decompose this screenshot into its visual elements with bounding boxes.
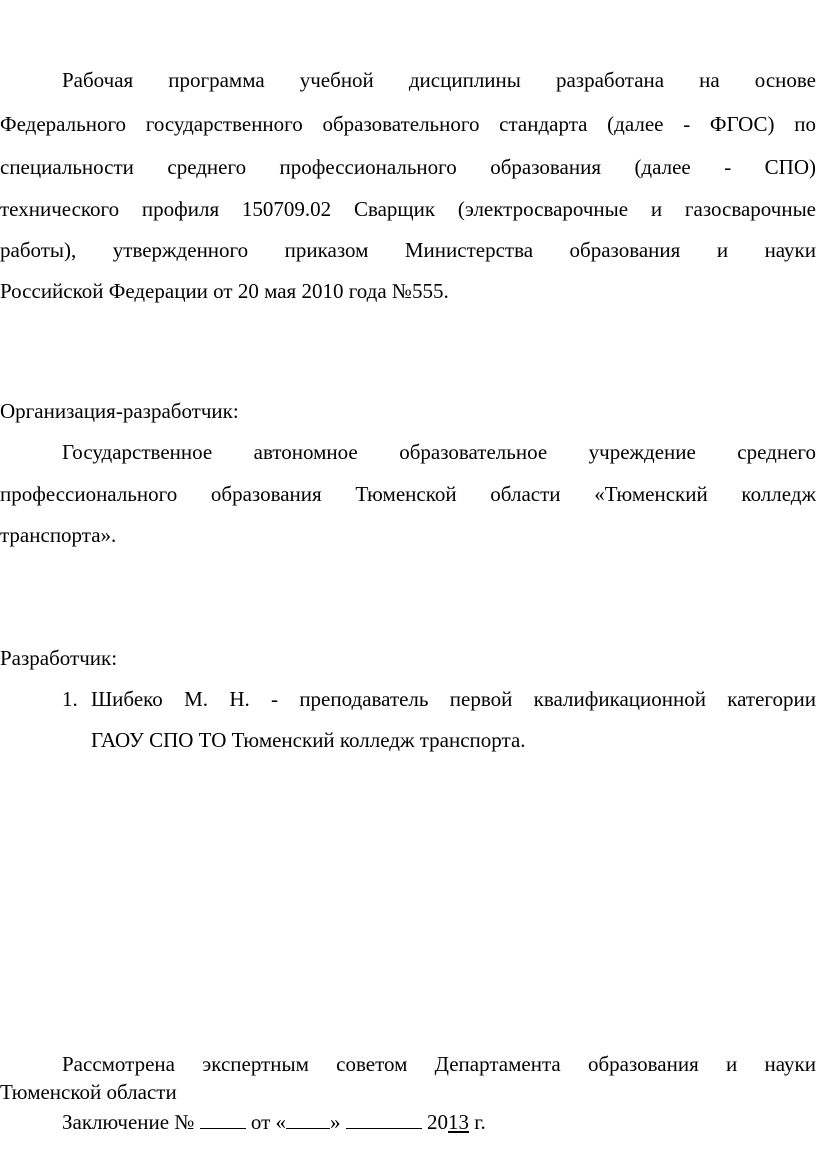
basis-line-2: Федерального государственного образовательного стандарта (далее - ФГОС) по [0,112,816,136]
developer-item-line-2: ГАОУ СПО ТО Тюменский колледж транспорта. [91,728,526,752]
basis-line-4: технического профиля 150709.02 Сварщик (электросварочные и газосварочные [0,197,816,221]
organization-heading: Организация-разработчик: [0,399,239,423]
basis-line-3: специальности среднего профессионального образования (далее - СПО) [0,155,816,179]
organization-line-2: профессионального образования Тюменской области «Тюменский колледж [0,482,816,506]
review-line-1: Рассмотрена экспертным советом Департамента образования и науки [62,1052,816,1076]
developer-item-line-1: Шибеко М. Н. - преподаватель первой квалификационной категории [91,687,816,711]
conclusion-year-prefix: 20 [427,1110,449,1134]
organization-line-1: Государственное автономное образовательное учреждение среднего [62,440,816,464]
basis-line-1: Рабочая программа учебной дисциплины разработана на основе [62,68,816,92]
conclusion-close-quote: » [330,1110,341,1134]
conclusion-number-blank[interactable] [200,1108,246,1129]
list-item-number: 1. [62,687,78,711]
organization-line-3: транспорта». [0,523,117,547]
conclusion-line [62,1108,486,1134]
conclusion-from: от « [250,1110,287,1134]
basis-line-5: работы), утвержденного приказом Министерства образования и науки [0,238,816,262]
conclusion-label: Заключение № [62,1110,195,1134]
basis-line-6: Российской Федерации от 20 мая 2010 года №555. [0,279,449,303]
review-line-2: Тюменской области [0,1080,177,1104]
developer-heading: Разработчик: [0,646,118,670]
conclusion-month-blank[interactable] [346,1108,422,1129]
conclusion-day-blank[interactable] [286,1108,330,1129]
conclusion-year-suffix: 13 [448,1110,470,1134]
conclusion-year-end: г. [474,1110,486,1134]
